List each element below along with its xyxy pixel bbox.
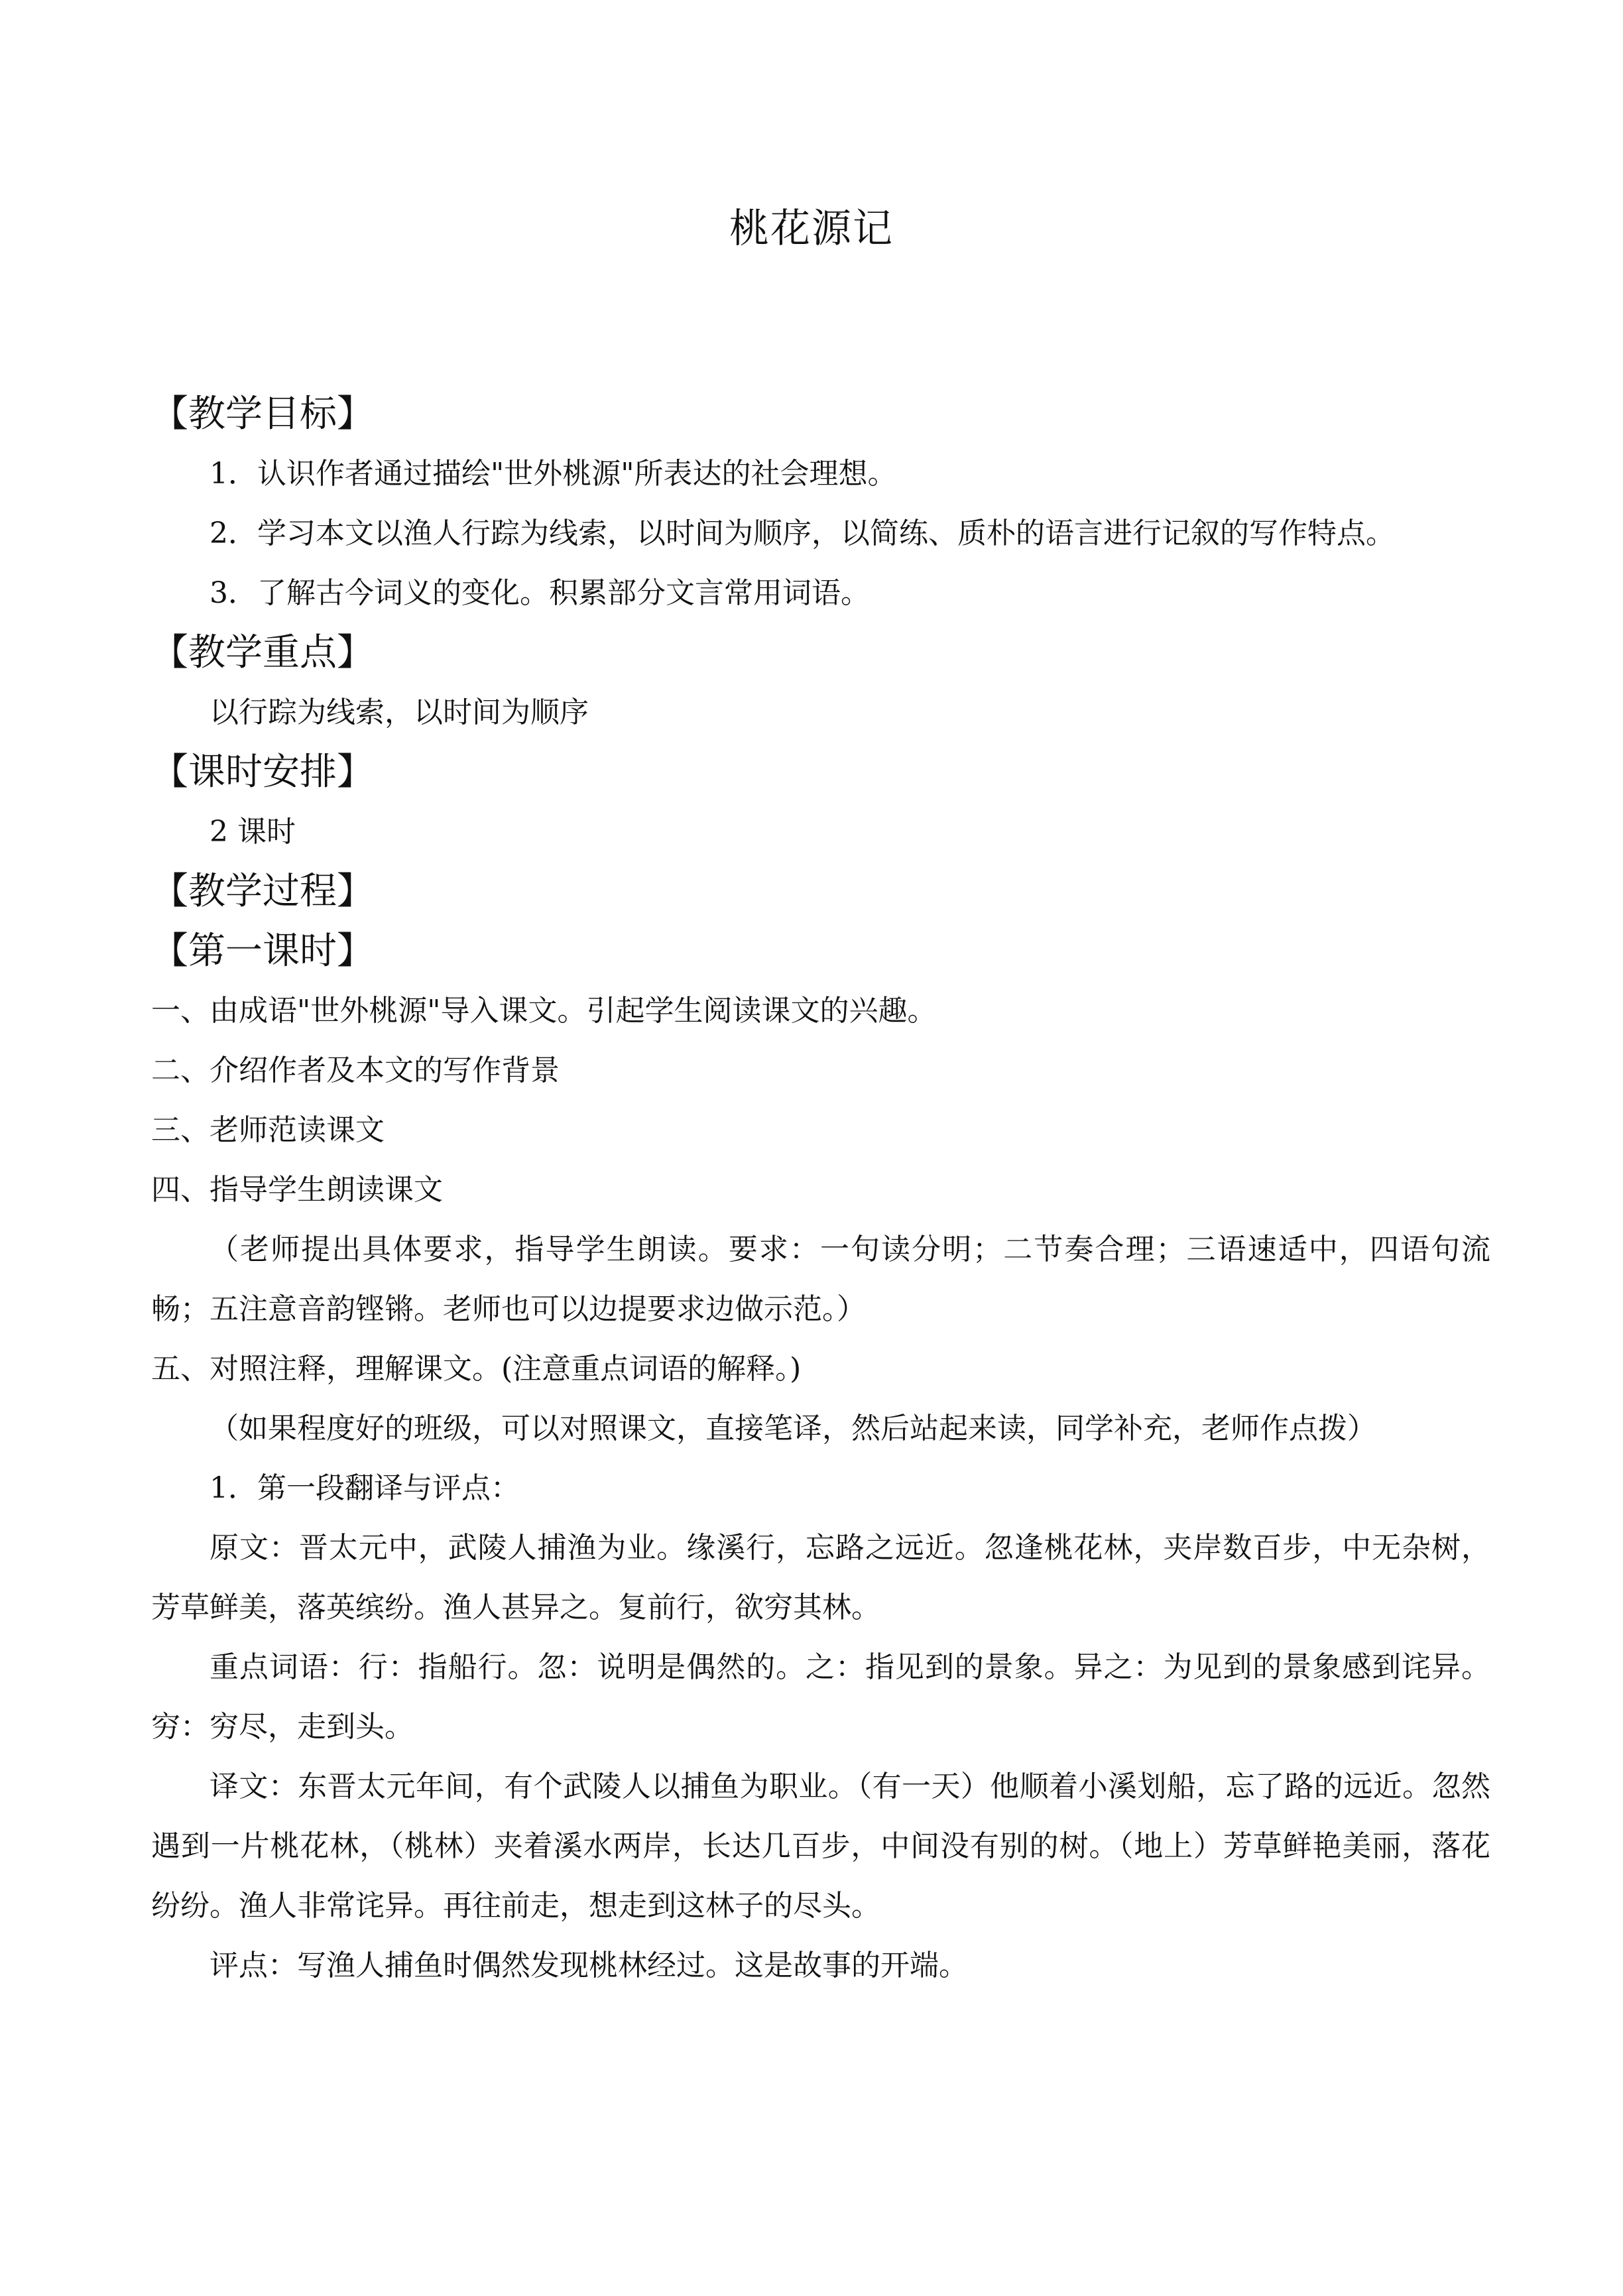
document-body (151, 385, 1490, 1996)
step-three: 三、老师范读课文 (151, 1113, 385, 1147)
schedule-text: 2 课时 (210, 815, 296, 849)
objective-item-1: 1．认识作者通过描绘"世外桃源"所表达的社会理想。 (210, 457, 897, 491)
key-points-text: 以行踪为线索，以时间为顺序 (210, 695, 589, 729)
paragraph-one-translation: 译文：东晋太元年间，有个武陵人以捕鱼为职业。（有一天）他顺着小溪划船，忘了路的远近。忽然遇到一片桃花林，（桃林）夹着溪水两岸，长达几百步，中间没有别的树。（地上）芳草鲜艳美丽，落花纷纷。渔人非常诧异。再往前走，想走到这林子的尽头。 (151, 1770, 1490, 1923)
step-five-note: （如果程度好的班级，可以对照课文，直接笔译，然后站起来读，同学补充，老师作点拨） (210, 1412, 1376, 1445)
heading-schedule: 【课时安排】 (151, 751, 374, 794)
paragraph-one-comment: 评点：写渔人捕鱼时偶然发现桃林经过。这是故事的开端。 (210, 1949, 968, 1982)
reading-note: （老师提出具体要求，指导学生朗读。要求：一句读分明；二节奏合理；三语速适中，四语句流畅；五注意音韵铿锵。老师也可以边提要求边做示范。） (151, 1233, 1490, 1326)
heading-key-points: 【教学重点】 (151, 631, 374, 674)
heading-objectives: 【教学目标】 (151, 393, 374, 436)
objective-item-3: 3．了解古今词义的变化。积累部分文言常用词语。 (210, 576, 870, 610)
heading-lesson-one: 【第一课时】 (151, 930, 374, 973)
paragraph-one-keywords: 重点词语：行：指船行。忽：说明是偶然的。之：指见到的景象。异之：为见到的景象感到诧异。穷：穷尽，走到头。 (151, 1650, 1490, 1744)
heading-process: 【教学过程】 (151, 870, 374, 913)
step-one: 一、由成语"世外桃源"导入课文。引起学生阅读课文的兴趣。 (151, 994, 937, 1028)
objective-item-2: 2．学习本文以渔人行踪为线索，以时间为顺序，以简练、质朴的语言进行记叙的写作特点。 (210, 516, 1395, 550)
paragraph-one-heading: 1．第一段翻译与评点： (210, 1471, 520, 1505)
page-title: 桃花源记 (729, 206, 894, 252)
paragraph-one-original: 原文：晋太元中，武陵人捕渔为业。缘溪行，忘路之远近。忽逢桃花林，夹岸数百步，中无杂树，芳草鲜美，落英缤纷。渔人甚异之。复前行，欲穷其林。 (151, 1531, 1490, 1624)
step-two: 二、介绍作者及本文的写作背景 (151, 1054, 560, 1087)
step-five: 五、对照注释，理解课文。(注意重点词语的解释。) (151, 1352, 802, 1386)
step-four: 四、指导学生朗读课文 (151, 1173, 443, 1207)
